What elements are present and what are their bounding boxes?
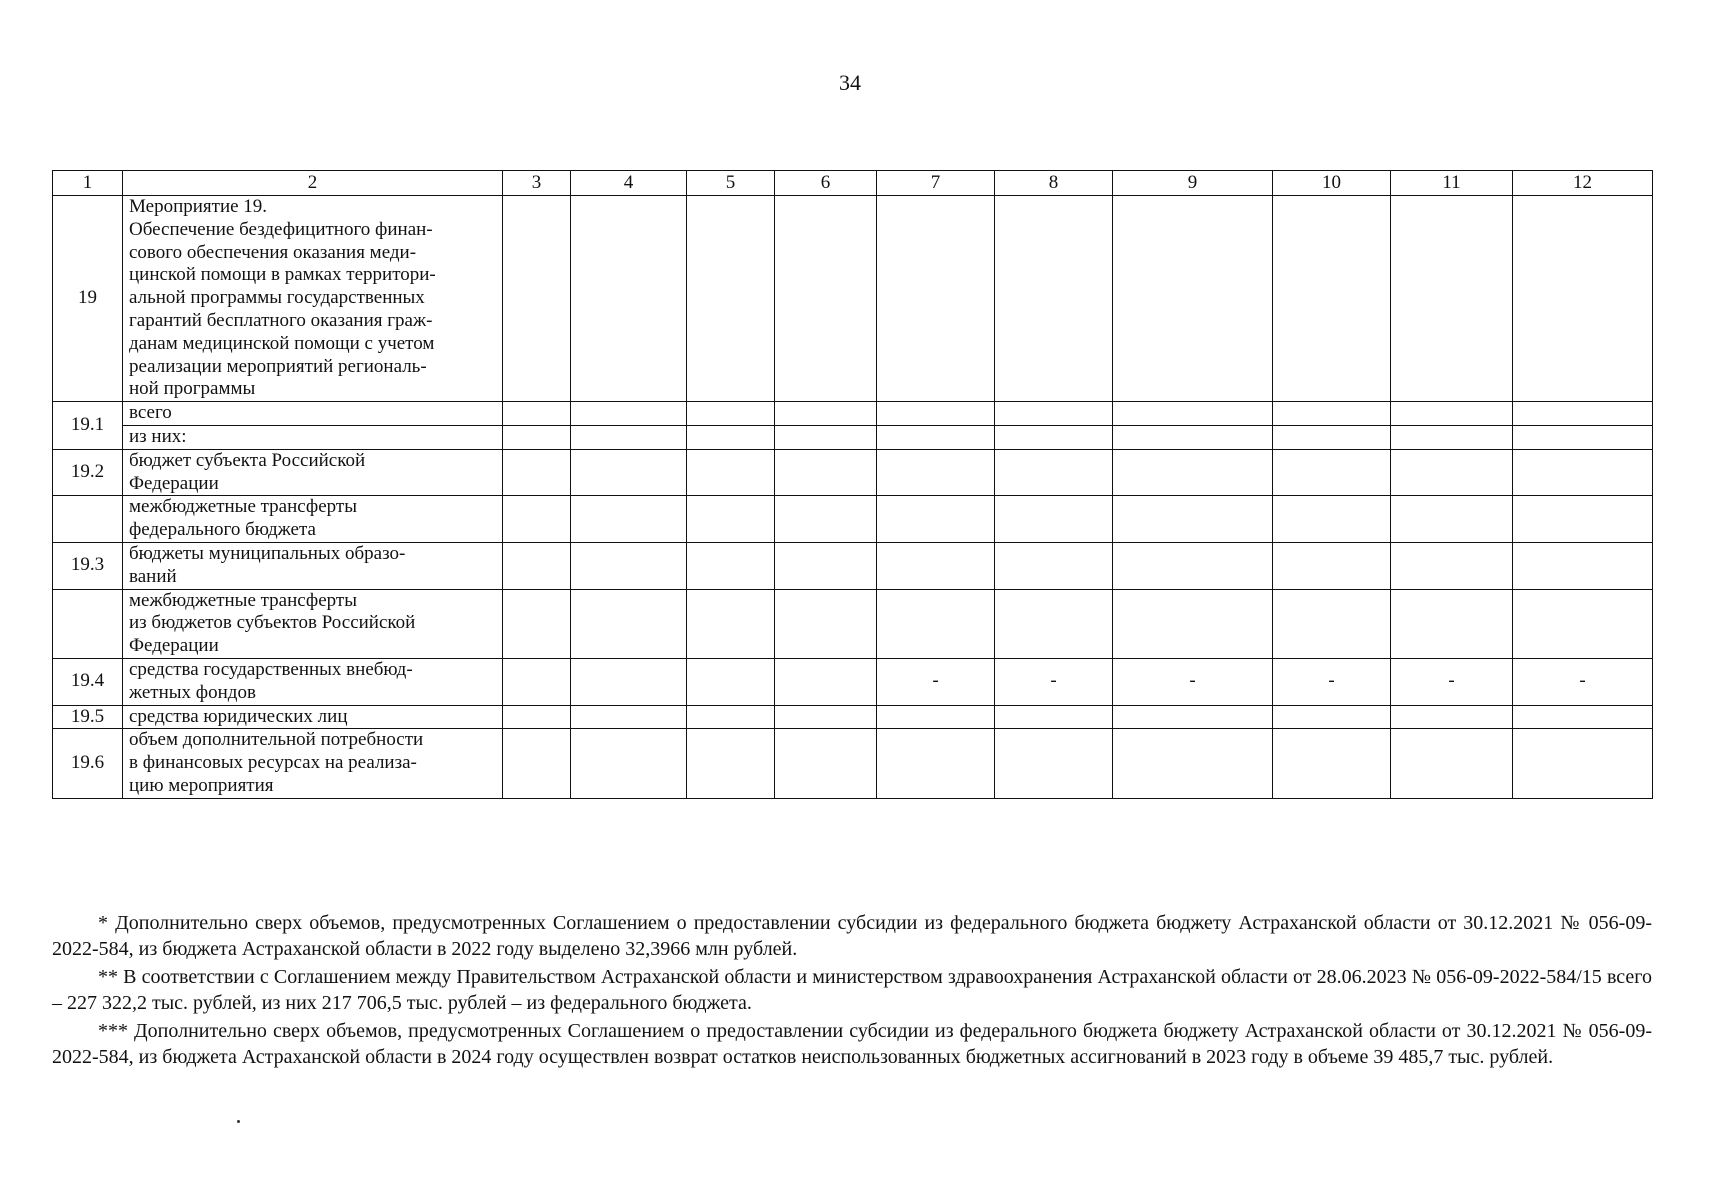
row-number-cell: 19.2 [53, 449, 123, 496]
value-cell [571, 196, 687, 402]
value-cell [1113, 542, 1273, 589]
table-body [53, 171, 1653, 799]
row-label-line: в финансовых ресурсах на реализа- [129, 752, 417, 774]
value-cell [687, 449, 775, 496]
value-cell [503, 658, 571, 705]
row-label-line: ваний [129, 565, 177, 587]
row-label-cell [123, 449, 503, 496]
row-label-line: Мероприятие 19. [129, 196, 268, 217]
header-cell: 3 [503, 171, 571, 196]
row-label-line: гарантий бесплатного оказания граж- [129, 309, 433, 331]
value-cell [687, 425, 775, 449]
value-cell [995, 449, 1113, 496]
value-cell [1113, 729, 1273, 798]
value-cell [1391, 196, 1513, 402]
row-label-line: сового обеспечения оказания меди- [129, 241, 417, 263]
value-cell [687, 402, 775, 426]
row-label-line: Обеспечение бездефицитного финан- [129, 218, 433, 240]
value-cell [571, 425, 687, 449]
header-cell: 6 [775, 171, 877, 196]
value-cell [687, 705, 775, 729]
value-cell [571, 496, 687, 543]
value-cell [571, 542, 687, 589]
value-cell [503, 542, 571, 589]
value-cell [1113, 496, 1273, 543]
value-cell [775, 658, 877, 705]
footnote-1: * Дополнительно сверх объемов, предусмотренных Соглашением о предоставлении субсидии из федерального бюджета бюджету Астраханской области от 30.12.2021 № 056-09-2022-584, из бюджета Астраханской области в 2022 году выделено 32,3966 млн рублей. [52, 912, 1652, 960]
row-label-cell [123, 196, 503, 402]
scan-speck [237, 1120, 240, 1123]
value-cell [503, 496, 571, 543]
value-cell [503, 449, 571, 496]
value-cell [1113, 589, 1273, 658]
row-label-cell [123, 425, 503, 449]
value-cell [571, 402, 687, 426]
value-cell [877, 196, 995, 402]
value-cell [877, 705, 995, 729]
value-cell [571, 589, 687, 658]
row-label-line: реализации мероприятий региональ- [129, 355, 427, 377]
value-cell: - [877, 658, 995, 705]
value-cell [687, 589, 775, 658]
value-cell [503, 729, 571, 798]
row-number-cell: 19.6 [53, 729, 123, 798]
row-label-line: Федерации [129, 472, 219, 494]
value-cell [1391, 705, 1513, 729]
table-row [53, 589, 1653, 658]
table-row [53, 425, 1653, 449]
value-cell [775, 402, 877, 426]
value-cell [1513, 729, 1653, 798]
table-row [53, 402, 1653, 426]
value-cell [877, 402, 995, 426]
value-cell [775, 542, 877, 589]
row-label-line: объем дополнительной потребности [129, 729, 424, 751]
value-cell [1273, 542, 1391, 589]
value-cell [1113, 705, 1273, 729]
value-cell [1513, 496, 1653, 543]
row-label-cell [123, 496, 503, 543]
value-cell [1273, 729, 1391, 798]
footnote-2: ** В соответствии с Соглашением между Правительством Астраханской области и министерством здравоохранения Астраханской области от 28.06.2023 № 056-09-2022-584/15 всего – 227 322,2 тыс. рублей, из них 217 706,5 тыс. рублей – из федерального бюджета. [52, 966, 1652, 1014]
value-cell [1513, 196, 1653, 402]
header-cell: 9 [1113, 171, 1273, 196]
header-cell: 7 [877, 171, 995, 196]
budget-table [52, 170, 1653, 799]
table-header-row [53, 171, 1653, 196]
row-label-line: межбюджетные трансферты [129, 589, 357, 611]
row-label-line: цию мероприятия [129, 774, 274, 796]
value-cell [1513, 402, 1653, 426]
value-cell [687, 542, 775, 589]
value-cell [687, 658, 775, 705]
value-cell [1391, 589, 1513, 658]
value-cell [995, 425, 1113, 449]
row-label-cell [123, 729, 503, 798]
budget-table-container [52, 170, 1652, 799]
value-cell [877, 729, 995, 798]
value-cell [1513, 449, 1653, 496]
value-cell [687, 729, 775, 798]
header-cell: 8 [995, 171, 1113, 196]
value-cell [1391, 425, 1513, 449]
row-label-cell [123, 402, 503, 426]
value-cell [1113, 402, 1273, 426]
header-cell: 5 [687, 171, 775, 196]
value-cell [995, 196, 1113, 402]
value-cell: - [1113, 658, 1273, 705]
value-cell [1273, 496, 1391, 543]
row-label-line: федерального бюджета [129, 519, 316, 541]
row-label-line: жетных фондов [129, 681, 256, 703]
value-cell [1273, 589, 1391, 658]
value-cell [1273, 449, 1391, 496]
value-cell [503, 402, 571, 426]
row-number-cell: 19.3 [53, 542, 123, 589]
row-label-line: всего [129, 402, 172, 424]
row-label-line: из бюджетов субъектов Российской [129, 612, 416, 634]
header-cell: 11 [1391, 171, 1513, 196]
row-label-line: из них: [129, 425, 187, 447]
row-label-line: средства государственных внебюд- [129, 658, 413, 680]
value-cell [1513, 589, 1653, 658]
table-row [53, 449, 1653, 496]
value-cell [775, 705, 877, 729]
value-cell [1273, 425, 1391, 449]
value-cell [571, 729, 687, 798]
row-number-cell: 19.1 [53, 402, 123, 450]
value-cell [877, 449, 995, 496]
value-cell [1513, 705, 1653, 729]
value-cell [877, 542, 995, 589]
value-cell [1391, 729, 1513, 798]
value-cell [775, 589, 877, 658]
row-number-cell: 19.5 [53, 705, 123, 729]
header-cell: 2 [123, 171, 503, 196]
value-cell [995, 496, 1113, 543]
footnotes [52, 910, 1652, 1072]
row-label-cell [123, 705, 503, 729]
value-cell [1513, 542, 1653, 589]
value-cell [1113, 196, 1273, 402]
value-cell [877, 496, 995, 543]
value-cell [1513, 425, 1653, 449]
value-cell [687, 496, 775, 543]
value-cell [1113, 449, 1273, 496]
value-cell [775, 496, 877, 543]
header-cell: 1 [53, 171, 123, 196]
table-row [53, 658, 1653, 705]
row-label-line: средства юридических лиц [129, 705, 348, 727]
value-cell [1273, 196, 1391, 402]
header-cell: 4 [571, 171, 687, 196]
value-cell [503, 589, 571, 658]
header-cell: 10 [1273, 171, 1391, 196]
row-label-line: данам медицинской помощи с учетом [129, 332, 435, 354]
value-cell [503, 705, 571, 729]
value-cell [1273, 402, 1391, 426]
value-cell: - [995, 658, 1113, 705]
row-label-line: альной программы государственных [129, 287, 425, 309]
value-cell [995, 705, 1113, 729]
row-label-line: бюджеты муниципальных образо- [129, 542, 406, 564]
row-label-line: Федерации [129, 635, 219, 657]
row-label-line: ной программы [129, 378, 256, 400]
value-cell [1113, 425, 1273, 449]
value-cell [1391, 496, 1513, 543]
value-cell [1273, 705, 1391, 729]
value-cell [877, 425, 995, 449]
page-number: 34 [839, 70, 861, 95]
value-cell [775, 729, 877, 798]
value-cell [775, 449, 877, 496]
row-label-line: цинской помощи в рамках территори- [129, 264, 436, 286]
value-cell [571, 658, 687, 705]
value-cell [1391, 449, 1513, 496]
value-cell [877, 589, 995, 658]
row-label-line: бюджет субъекта Российской [129, 449, 366, 471]
value-cell [503, 196, 571, 402]
value-cell [571, 705, 687, 729]
footnote-3: *** Дополнительно сверх объемов, предусмотренных Соглашением о предоставлении субсидии из федерального бюджета бюджету Астраханской области от 30.12.2021 № 056-09-2022-584, из бюджета Астраханской области в 2024 году осуществлен возврат остатков неиспользованных бюджетных ассигнований в 2023 году в объеме 39 485,7 тыс. рублей. [52, 1020, 1652, 1068]
value-cell: - [1391, 658, 1513, 705]
value-cell [1391, 402, 1513, 426]
row-number-cell [53, 496, 123, 543]
row-label-cell [123, 542, 503, 589]
row-number-cell: 19 [53, 196, 123, 402]
table-row [53, 196, 1653, 402]
value-cell [995, 729, 1113, 798]
value-cell [503, 425, 571, 449]
row-number-cell [53, 589, 123, 658]
table-row [53, 542, 1653, 589]
value-cell: - [1513, 658, 1653, 705]
row-number-cell: 19.4 [53, 658, 123, 705]
header-cell: 12 [1513, 171, 1653, 196]
table-row [53, 729, 1653, 798]
value-cell: - [1273, 658, 1391, 705]
value-cell [995, 542, 1113, 589]
table-row [53, 496, 1653, 543]
table-row [53, 705, 1653, 729]
value-cell [995, 402, 1113, 426]
value-cell [775, 196, 877, 402]
value-cell [775, 425, 877, 449]
value-cell [571, 449, 687, 496]
value-cell [995, 589, 1113, 658]
row-label-cell [123, 658, 503, 705]
row-label-line: межбюджетные трансферты [129, 496, 357, 518]
value-cell [1391, 542, 1513, 589]
row-label-cell [123, 589, 503, 658]
value-cell [687, 196, 775, 402]
